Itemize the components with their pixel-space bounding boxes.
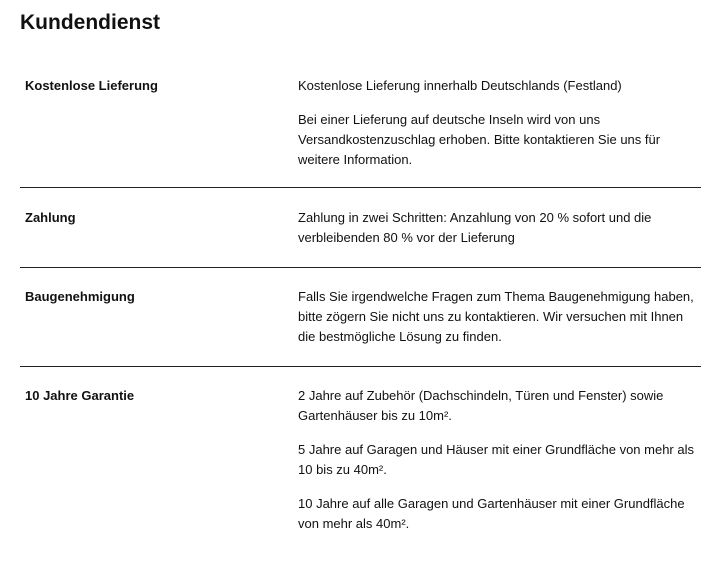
- row-divider: [20, 267, 701, 268]
- row-paragraph: 2 Jahre auf Zubehör (Dachschindeln, Türen und Fenster) sowie Gartenhäuser bis zu 10m².: [298, 388, 664, 423]
- row-label: Kostenlose Lieferung: [25, 78, 158, 93]
- row-paragraph: Falls Sie irgendwelche Fragen zum Thema Baugenehmigung haben, bitte zögern Sie nicht uns zu kontaktieren. Wir versuchen mit Ihnen die bestmögliche Lösung zu finden.: [298, 289, 694, 344]
- row-label: 10 Jahre Garantie: [25, 388, 135, 403]
- row-paragraph: 10 Jahre auf alle Garagen und Gartenhäuser mit einer Grundfläche von mehr als 40m².: [298, 496, 685, 531]
- page-title: Kundendienst: [20, 11, 160, 34]
- row-content: [298, 208, 698, 248]
- row-paragraph: Bei einer Lieferung auf deutsche Inseln wird von uns Versandkostenzuschlag erhoben. Bitte kontaktieren Sie uns für weitere Information.: [298, 112, 661, 167]
- row-content: [298, 287, 698, 347]
- row-paragraph: 5 Jahre auf Garagen und Häuser mit einer Grundfläche von mehr als 10 bis zu 40m².: [298, 442, 694, 477]
- row-divider: [20, 187, 701, 188]
- row-content: [298, 76, 698, 170]
- row-label: Zahlung: [25, 210, 76, 225]
- row-label: Baugenehmigung: [25, 289, 135, 304]
- row-paragraph: Zahlung in zwei Schritten: Anzahlung von 20 % sofort und die verbleibenden 80 % vor der Lieferung: [298, 210, 652, 245]
- row-paragraph: Kostenlose Lieferung innerhalb Deutschlands (Festland): [298, 78, 622, 93]
- row-content: [298, 386, 698, 534]
- row-divider: [20, 366, 701, 367]
